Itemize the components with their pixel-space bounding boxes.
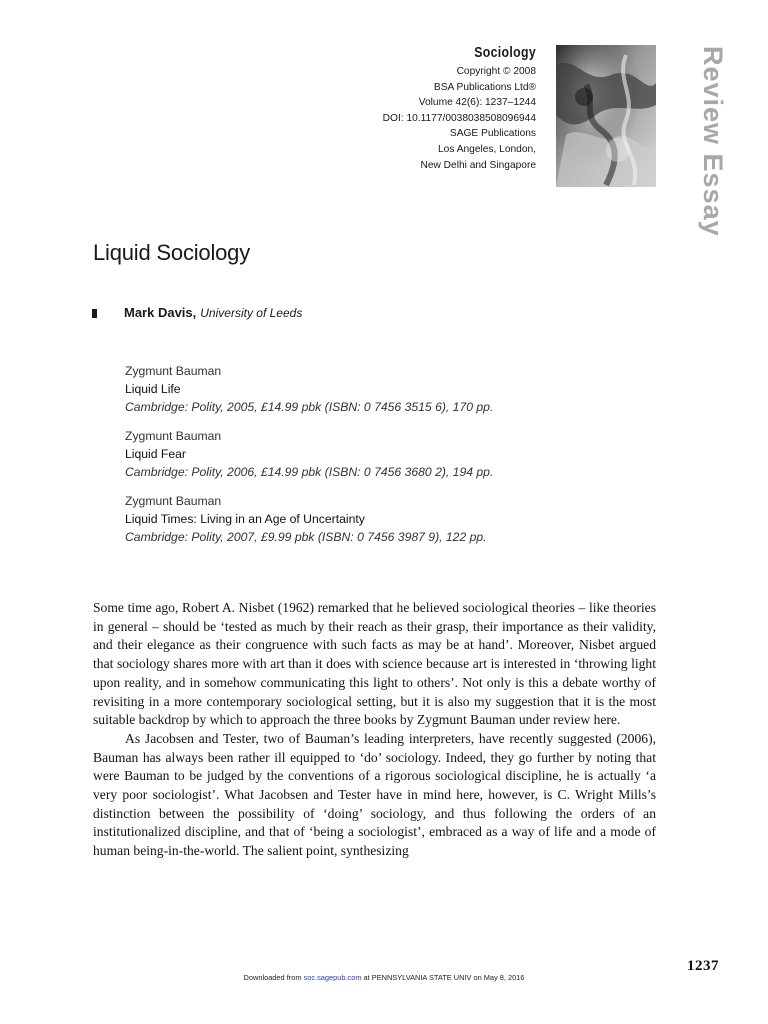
book-title: Liquid Times: Living in an Age of Uncertainty	[125, 512, 365, 526]
download-suffix: at PENNSYLVANIA STATE UNIV on May 8, 2016	[363, 973, 525, 982]
download-prefix: Downloaded from	[243, 973, 302, 982]
journal-info	[276, 44, 536, 173]
doi-line: DOI: 10.1177/0038038508096944	[382, 112, 536, 124]
book-author: Zygmunt Bauman	[125, 494, 222, 508]
book-entry	[125, 492, 685, 546]
location-line-1: Los Angeles, London,	[438, 143, 536, 155]
download-link[interactable]: soc.sagepub.com	[303, 973, 362, 982]
author-name: Mark Davis,	[124, 305, 197, 320]
body-paragraph: Some time ago, Robert A. Nisbet (1962) remarked that he believed sociological theories – like theories in general – should be ‘tested as much by their reach as their grasp, their importance as their validity, and their elegance as their congruence with such facts as may be at hand’. Moreover, Nisbet argued that sociology shares more with art than it does with science because art is interested in ‘throwing light upon reality, and in somehow communicating this light to others’. Not only is this a debate worthy of revisiting in a more contemporary sociological setting, but it is also my suggestion that it is the most suitable backdrop by which to approach the three books by Zygmunt Bauman under review here.	[93, 600, 656, 728]
book-details: Cambridge: Polity, 2006, £14.99 pbk (ISBN: 0 7456 3680 2), 194 pp.	[125, 465, 494, 479]
books-under-review	[125, 362, 685, 557]
sage-line: SAGE Publications	[449, 128, 536, 140]
article-body	[93, 599, 656, 861]
book-author: Zygmunt Bauman	[125, 364, 222, 378]
copyright-line: Copyright © 2008	[456, 66, 536, 77]
book-author: Zygmunt Bauman	[125, 429, 222, 443]
book-details: Cambridge: Polity, 2005, £14.99 pbk (ISBN: 0 7456 3515 6), 170 pp.	[125, 400, 494, 414]
book-entry	[125, 427, 685, 481]
journal-name: Sociology	[474, 44, 536, 61]
page-number: 1237	[687, 958, 719, 974]
download-notice	[0, 973, 768, 982]
volume-line: Volume 42(6): 1237–1244	[418, 97, 536, 109]
article-title: Liquid Sociology	[93, 240, 251, 265]
body-paragraph: As Jacobsen and Tester, two of Bauman’s leading interpreters, have recently suggested (2006), Bauman has always been rather ill equipped to ‘do’ sociology. Indeed, they go further by noting that were Bauman to be judged by the conventions of a rigorous sociological discipline, he is actually ‘a very poor sociologist’. What Jacobsen and Tester have in mind here, however, is C. Wright Mills’s distinction between the possibility of ‘doing’ sociology, and thus following the orders of an institutionalized discipline, and that of ‘being a sociologist’, embraced as a way of life and a mode of human being-in-the-world. The salient point, synthesizing	[93, 730, 656, 859]
publisher-line: BSA Publications Ltd®	[433, 81, 536, 93]
location-line-2: New Delhi and Singapore	[420, 159, 536, 171]
book-entry	[125, 362, 685, 416]
book-title: Liquid Life	[125, 382, 181, 396]
section-label: Review Essay	[698, 46, 728, 237]
book-details: Cambridge: Polity, 2007, £9.99 pbk (ISBN: 0 7456 3987 9), 122 pp.	[125, 530, 487, 544]
author-line	[92, 305, 302, 320]
cover-image	[556, 45, 656, 187]
author-affiliation: University of Leeds	[200, 306, 303, 320]
bullet-marker	[92, 309, 97, 318]
book-title: Liquid Fear	[125, 447, 186, 461]
